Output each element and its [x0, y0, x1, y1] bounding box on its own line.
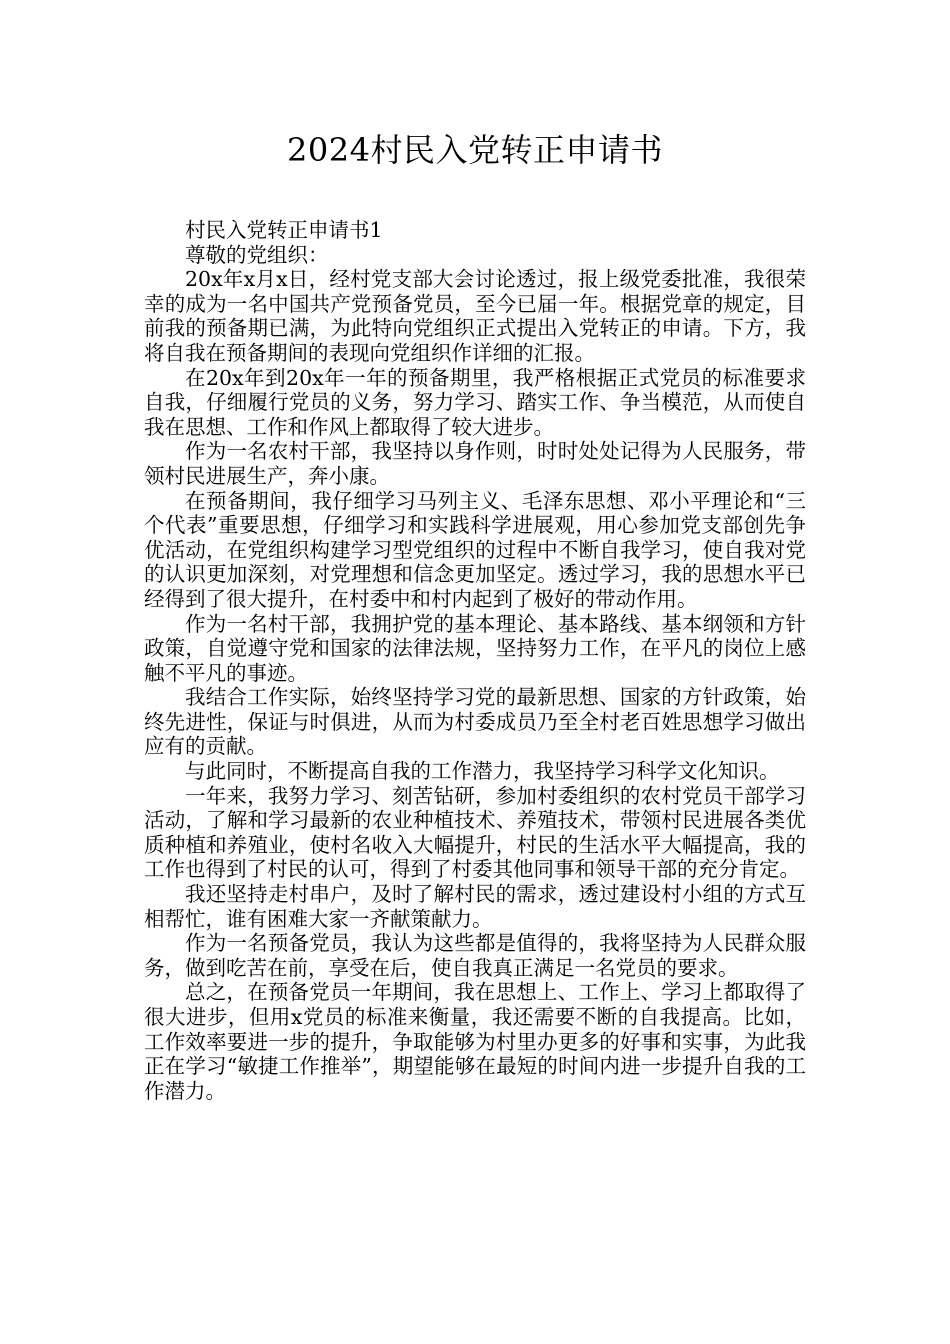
document-title: 2024村民入党转正申请书	[287, 131, 663, 169]
paragraph-8: 一年来，我努力学习、刻苦钻研，参加村委组织的农村党员干部学习活动，了解和学习最新的农业种植技术、养殖技术，带领村民进展各类优质种植和养殖业，使村名收入大幅提升，村民的生活水平大幅提高，我的工作也得到了村民的认可，得到了村委其他同事和领导干部的充分肯定。	[144, 783, 806, 882]
paragraph-2: 在20x年到20x年一年的预备期里，我严格根据正式党员的标准要求自我，仔细履行党员的义务，努力学习、踏实工作、争当模范，从而使自我在思想、工作和作风上都取得了较大进步。	[144, 365, 806, 439]
document-page	[144, 128, 806, 1103]
paragraph-5: 作为一名村干部，我拥护党的基本理论、基本路线、基本纲领和方针政策，自觉遵守党和国家的法律法规，坚持努力工作，在平凡的岗位上感触不平凡的事迹。	[144, 611, 806, 685]
paragraph-11: 总之，在预备党员一年期间，我在思想上、工作上、学习上都取得了很大进步，但用x党员的标准来衡量，我还需要不断的自我提高。比如，工作效率要进一步的提升，争取能够为村里办更多的好事和实事，为此我正在学习“敏捷工作推举”，期望能够在最短的时间内进一步提升自我的工作潜力。	[144, 980, 806, 1103]
document-subtitle: 村民入党转正申请书1	[185, 218, 383, 242]
paragraph-10: 作为一名预备党员，我认为这些都是值得的，我将坚持为人民群众服务，做到吃苦在前，享受在后，使自我真正满足一名党员的要求。	[144, 931, 806, 980]
paragraph-1: 20x年x月x日，经村党支部大会讨论透过，报上级党委批准，我很荣幸的成为一名中国共产党预备党员，至今已届一年。根据党章的规定，目前我的预备期已满，为此特向党组织正式提出入党转正的申请。下方，我将自我在预备期间的表现向党组织作详细的汇报。	[144, 267, 806, 365]
paragraph-6: 我结合工作实际，始终坚持学习党的最新思想、国家的方针政策，始终先进性，保证与时俱进，从而为村委成员乃至全村老百姓思想学习做出应有的贡献。	[144, 685, 806, 759]
paragraph-7: 与此同时，不断提高自我的工作潜力，我坚持学习科学文化知识。	[185, 759, 780, 784]
paragraph-4: 在预备期间，我仔细学习马列主义、毛泽东思想、邓小平理论和“三个代表”重要思想，仔细学习和实践科学进展观，用心参加党支部创先争优活动，在党组织构建学习型党组织的过程中不断自我学习，使自我对党的认识更加深刻，对党理想和信念更加坚定。透过学习，我的思想水平已经得到了很大提升，在村委中和村内起到了极好的带动作用。	[144, 488, 806, 611]
paragraph-9: 我还坚持走村串户，及时了解村民的需求，透过建设村小组的方式互相帮忙，谁有困难大家一齐献策献力。	[144, 882, 806, 931]
salutation: 尊敬的党组织：	[185, 242, 329, 267]
paragraph-3: 作为一名农村干部，我坚持以身作则，时时处处记得为人民服务，带领村民进展生产，奔小康。	[144, 439, 806, 488]
